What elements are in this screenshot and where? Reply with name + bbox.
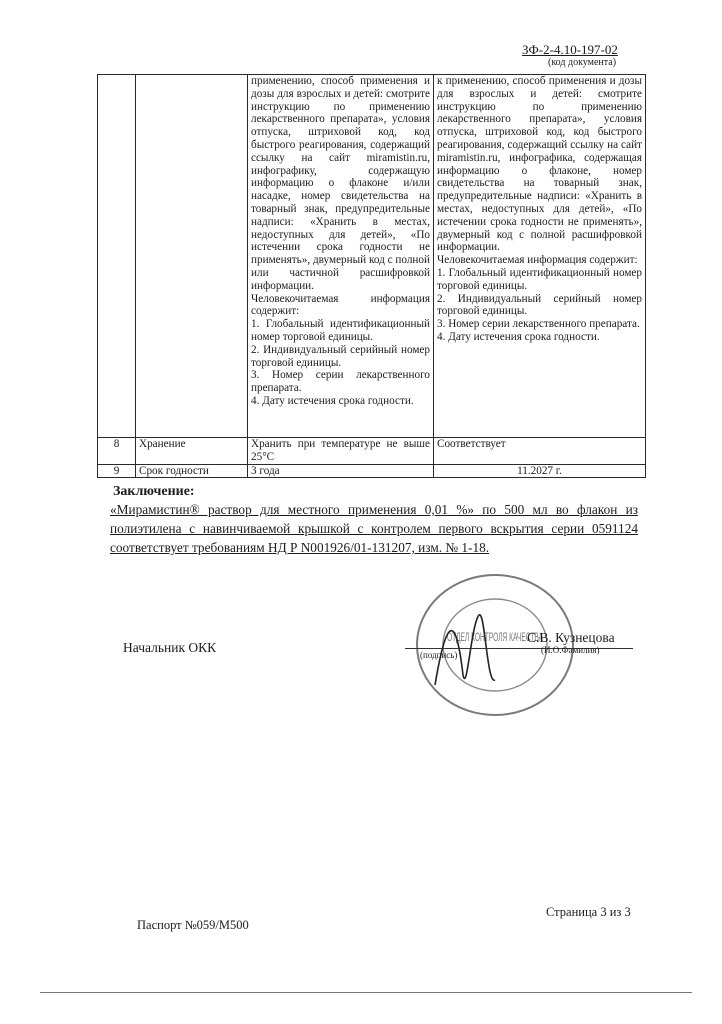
table-row: 9 Срок годности 3 года 11.2027 г. bbox=[98, 464, 646, 478]
result-cell: к применению, способ применения и дозы для взрослых и детей: смотрите инструкцию по применению лекарственного препарата», условия отпуска, штриховой код, код быстрого реагирования, содержащий ссылку на сайт miramistin.ru, инфографика, содержащая информацию о флаконе, номер свидетельства на товарный знак, предупредительные надписи: «Хранить в местах, недоступных для детей», «По истечении срока годности не применять», двумерный код с полной расшифровкой информации. Человекочитаемая информация содержит: 1. Глобальный идентификационный номер торговой единицы. 2. Индивидуальный серийный номер торговой единицы. 3. Номер серии лекарственного препарата. 4. Дату истечения срока годности. bbox=[434, 75, 646, 438]
page-number: Страница 3 из 3 bbox=[546, 905, 631, 919]
document-code: ЗФ-2-4.10-197-02 bbox=[522, 42, 618, 57]
name-label: (И.О.Фамилия) bbox=[541, 645, 600, 655]
conclusion-title: Заключение: bbox=[113, 484, 195, 499]
stamp-text: ОТДЕЛ КОНТРОЛЯ КАЧЕСТВА bbox=[447, 630, 543, 644]
conclusion-text: «Мирамистин® раствор для местного применения 0,01 %» по 500 мл во флакон из полиэтилена с навинчиваемой крышкой с контролем первого вскрытия серии 0591124 соответствует требованиям НД Р N001926/01-131207, изм. № 1-18. bbox=[110, 502, 638, 555]
table-row bbox=[98, 75, 646, 438]
passport-number: Паспорт №059/М500 bbox=[137, 918, 249, 932]
position-title: Начальник ОКК bbox=[123, 640, 217, 655]
signer-name: С.В. Кузнецова bbox=[527, 630, 615, 645]
table-row: 8 Хранение Хранить при температуре не выше 25°С Соответствует bbox=[98, 438, 646, 465]
requirement-cell: применению, способ применения и дозы для взрослых и детей: смотрите инструкцию по применению лекарственного препарата», условия отпуска, штриховой код, код быстрого реагирования, содержащий ссылку на сайт miramistin.ru, инфографику, содержащую информацию о флаконе и/или насадке, номер свидетельства на товарный знак, предупредительные надписи: «Хранить в местах, недоступных для детей», «По истечении срока годности не применять», двумерный код с полной или частичной расшифровкой информации. Человекочитаемая информация содержит: 1. Глобальный идентификационный номер торговой единицы. 2. Индивидуальный серийный номер торговой единицы. 3. Номер серии лекарственного препарата. 4. Дату истечения срока годности. bbox=[248, 75, 434, 438]
requirements-table bbox=[97, 74, 646, 478]
page-divider bbox=[40, 992, 692, 993]
signature-label: (подпись) bbox=[420, 650, 458, 660]
document-code-label: (код документа) bbox=[548, 57, 617, 68]
